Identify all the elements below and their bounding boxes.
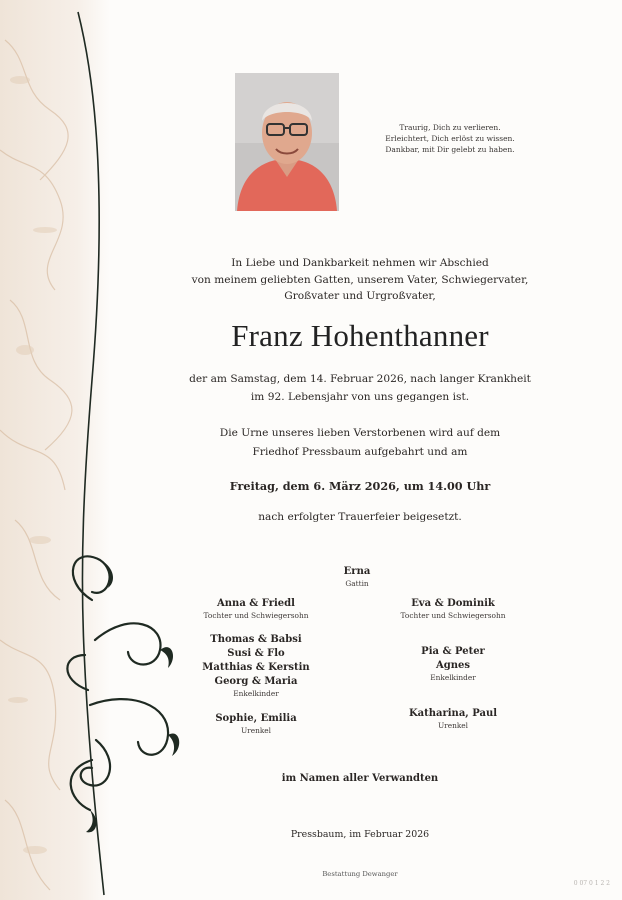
mourner-spouse xyxy=(257,565,457,589)
motto-line: Erleichtert, Dich erlöst zu wissen. xyxy=(385,134,515,143)
document-id: 0 07 0 1 2 2 xyxy=(573,880,610,887)
mourner-name: Erna xyxy=(343,566,371,577)
intro-line: von meinem geliebten Gatten, unserem Vater, Schwiegervater, xyxy=(191,273,529,286)
mourner-name: Anna & Friedl xyxy=(217,598,295,609)
intro-line: In Liebe und Dankbarkeit nehmen wir Abschied xyxy=(231,257,489,269)
ceremony-date: Freitag, dem 6. März 2026, um 14.00 Uhr xyxy=(229,479,491,493)
urn-line: Die Urne unseres lieben Verstorbenen wird auf dem xyxy=(219,427,501,439)
motto-line: Traurig, Dich zu verlieren. xyxy=(399,123,501,132)
mourner-name: Agnes xyxy=(435,660,470,671)
intro-line: Großvater und Urgroßvater, xyxy=(284,290,436,302)
mourner-right-child xyxy=(353,597,553,621)
intro-text xyxy=(160,255,560,305)
mourner-name: Pia & Peter xyxy=(421,646,485,657)
death-line: im 92. Lebensjahr von uns gegangen ist. xyxy=(250,391,470,403)
mourner-right-grandchildren xyxy=(353,645,553,683)
closing-line: im Namen aller Verwandten xyxy=(281,773,439,784)
motto-block xyxy=(360,122,540,155)
mourner-right-great-grandchildren xyxy=(353,707,553,731)
mourner-name: Matthias & Kerstin xyxy=(202,662,310,673)
death-notice xyxy=(160,370,560,406)
mourner-role: Enkelkinder xyxy=(233,689,279,698)
place-and-date: Pressbaum, im Februar 2026 xyxy=(290,829,430,840)
mourner-name: Sophie, Emilia xyxy=(215,713,297,724)
motto-line: Dankbar, mit Dir gelebt zu haben. xyxy=(385,145,515,154)
mourner-role: Gattin xyxy=(345,579,369,588)
mourner-left-grandchildren xyxy=(156,633,356,699)
urn-notice xyxy=(160,424,560,462)
mourner-name: Georg & Maria xyxy=(214,676,298,687)
mourner-role: Urenkel xyxy=(240,726,272,735)
mourner-role: Urenkel xyxy=(437,721,469,730)
mourner-left-child xyxy=(156,597,356,621)
portrait-photo xyxy=(235,73,339,211)
burial-note: nach erfolgter Trauerfeier beigesetzt. xyxy=(258,511,462,523)
undertaker-name: Bestattung Dewanger xyxy=(322,870,398,878)
mourner-name: Eva & Dominik xyxy=(411,598,495,609)
urn-line: Friedhof Pressbaum aufgebahrt und am xyxy=(252,446,468,458)
mourner-role: Tochter und Schwiegersohn xyxy=(400,611,506,620)
mourner-role: Tochter und Schwiegersohn xyxy=(203,611,309,620)
deceased-name: Franz Hohenthanner xyxy=(231,318,489,353)
mourner-role: Enkelkinder xyxy=(430,673,476,682)
mourner-name: Susi & Flo xyxy=(227,648,285,659)
mourner-name: Thomas & Babsi xyxy=(210,634,302,645)
mourner-left-great-grandchildren xyxy=(156,712,356,736)
mourner-name: Katharina, Paul xyxy=(408,708,498,719)
death-line: der am Samstag, dem 14. Februar 2026, nach langer Krankheit xyxy=(189,373,531,385)
